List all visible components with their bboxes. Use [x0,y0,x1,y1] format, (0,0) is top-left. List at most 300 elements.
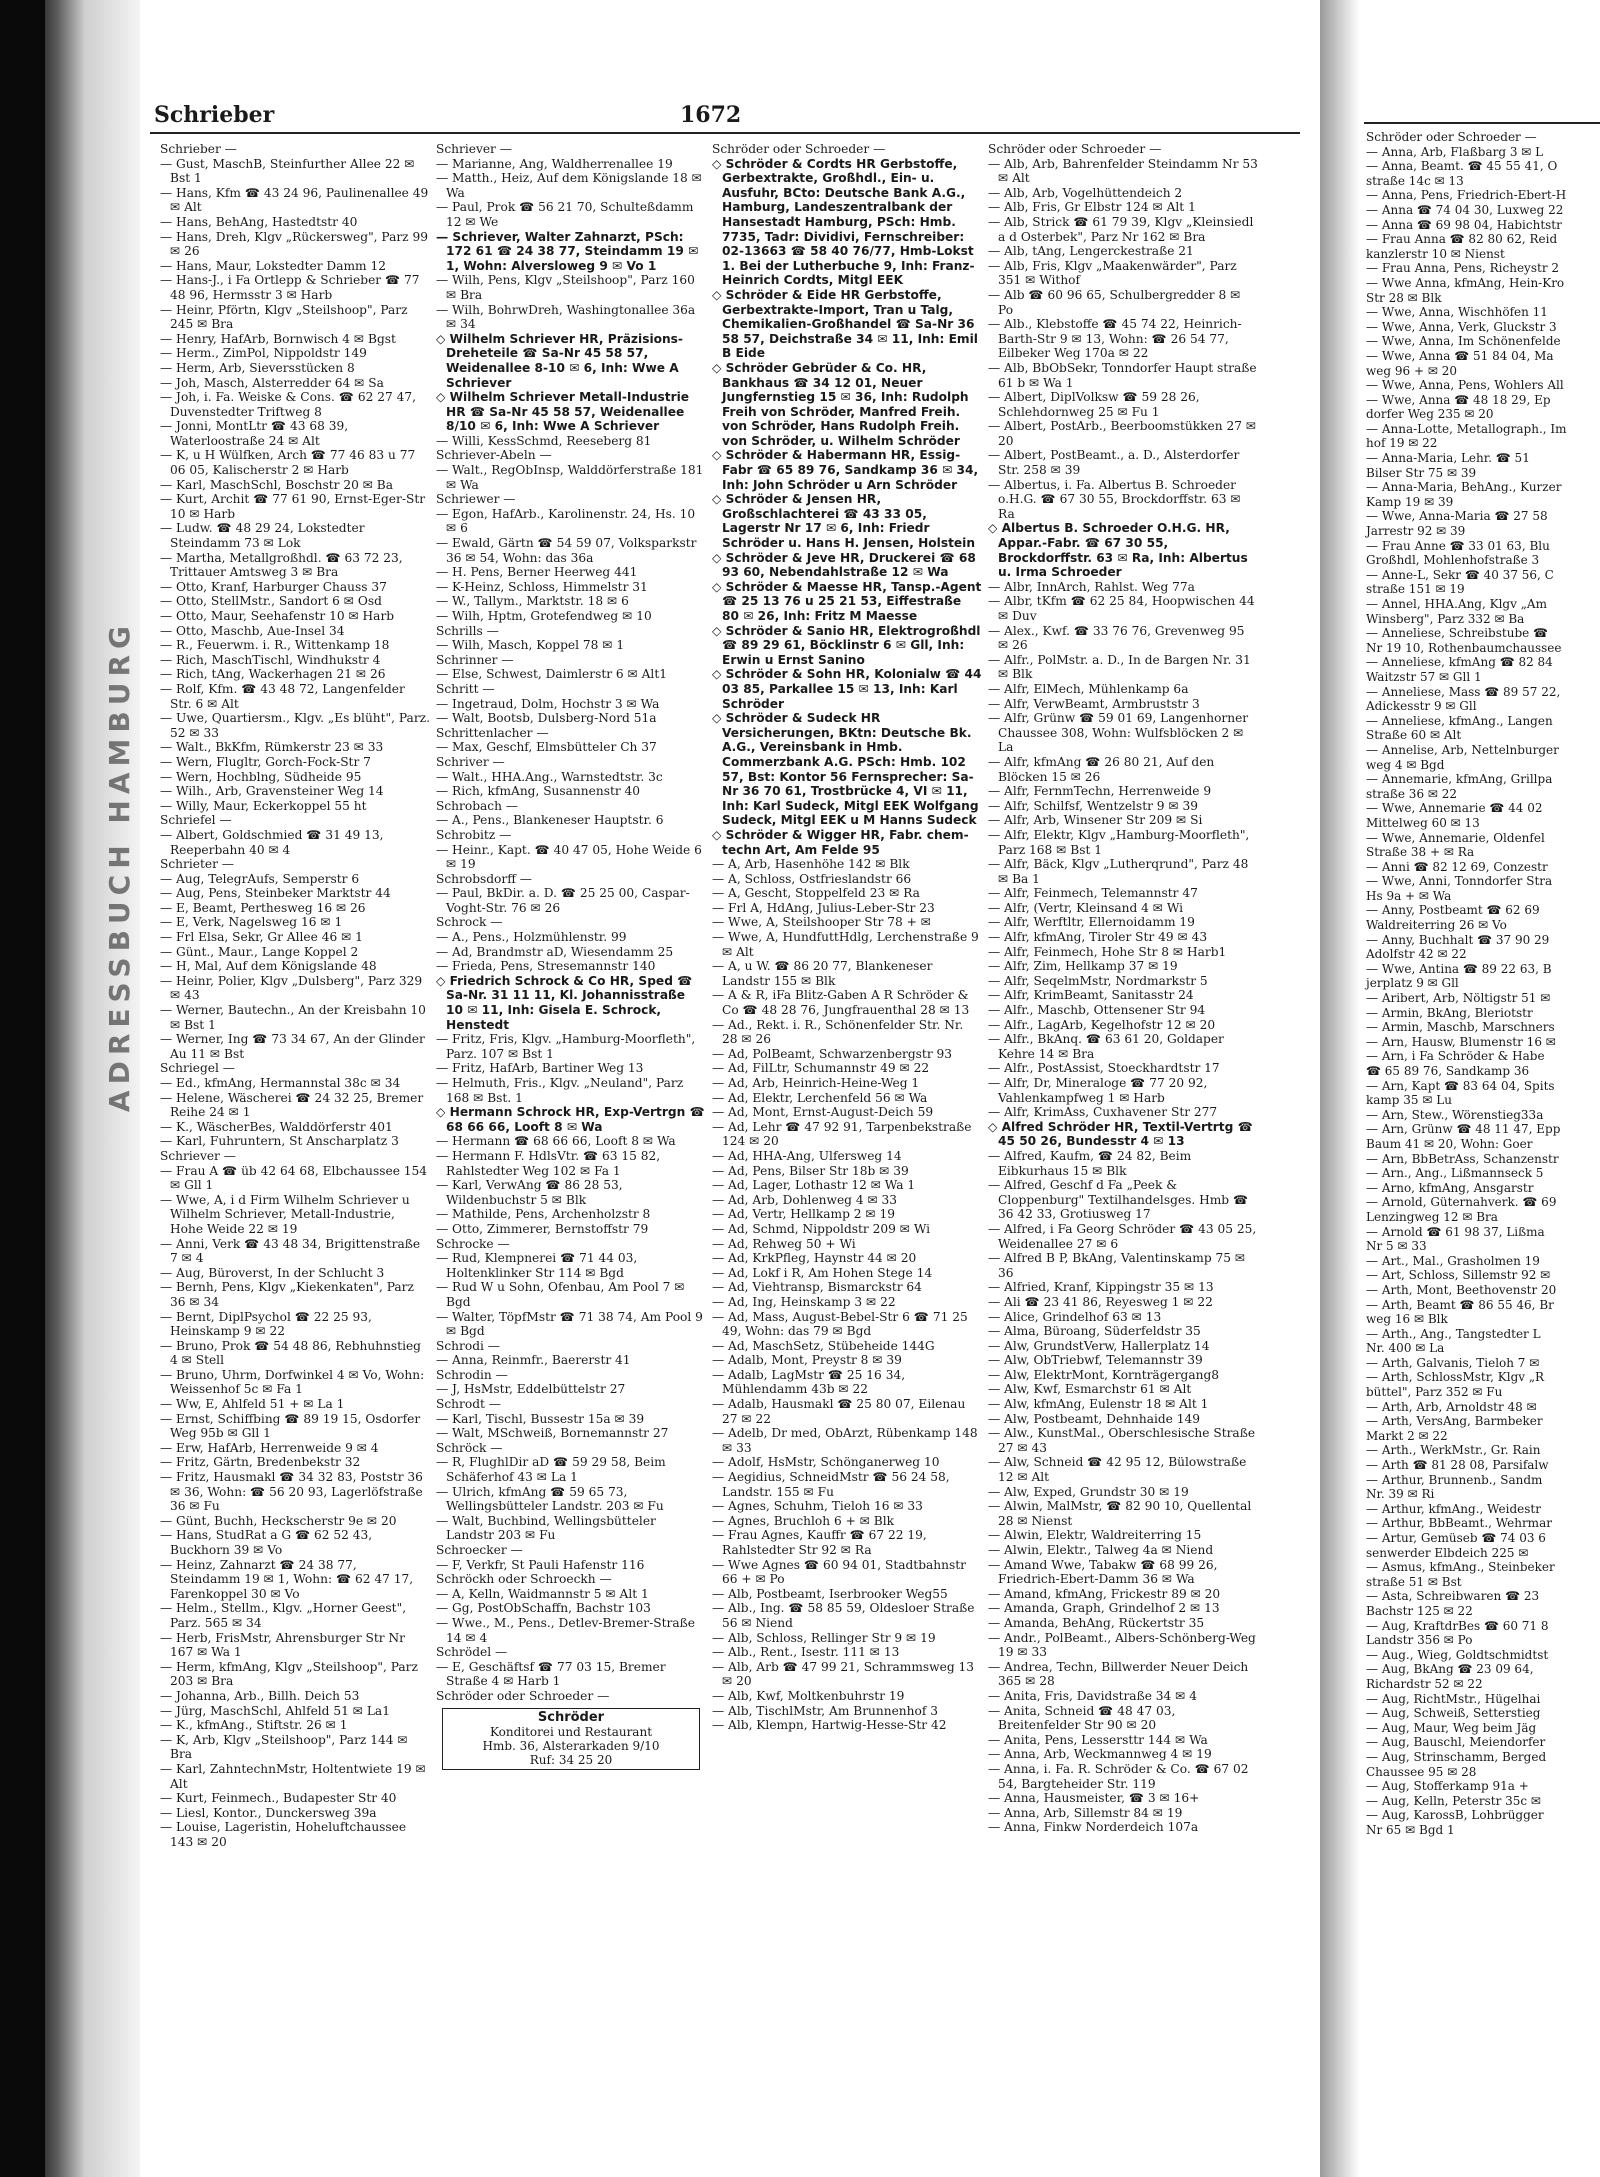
directory-entry: — Alw, ElektrMont, Kornträgergang8 [988,1367,1220,1382]
directory-entry: — E, Verk, Nagelsweg 16 ✉ 1 [160,915,343,930]
directory-entry: Schrills — [436,623,499,638]
facing-page-line: — Anna-Maria, Lehr. ☎ 51 [1366,451,1530,466]
directory-entry: — Herb, FrisMstr, Ahrensburger Str Nr 167 ✉ Wa 1 [160,1630,405,1660]
directory-entry: — Gg, PostObSchaffn, Bachstr 103 [436,1601,651,1616]
directory-entry: Schriver — [436,754,505,769]
directory-entry: — Alwin, MalMstr, ☎ 82 90 10, Quellental 28 ✉ Nienst [988,1499,1252,1528]
directory-entry: — E, Beamt, Perthesweg 16 ✉ 26 [160,900,366,915]
directory-entry: — Alb, Kwf, Moltkenbuhrstr 19 [712,1688,905,1703]
directory-entry: — Matth., Heiz, Auf dem Königslande 18 ✉ Wa [436,171,702,200]
directory-entry: — Alw, Postbeamt, Dehnhaide 149 [988,1411,1201,1426]
directory-entry: — Heinr, Pförtn, Klgv „Steilshoop", Parz 245 ✉ Bra [160,302,408,332]
directory-entry: — Karl, Tischl, Bussestr 15a ✉ 39 [436,1411,645,1426]
facing-page-line: — Arth, Galvanis, Tieloh 7 ✉ [1366,1355,1540,1370]
directory-entry: Schrobsdorff — [436,871,532,886]
facing-page-line: — Arnold, Güternahverk. ☎ 69 [1366,1195,1557,1210]
facing-page-rule [1364,122,1600,124]
directory-entry: — Fritz, Hausmakl ☎ 34 32 83, Poststr 36 ✉ 36, Wohn: ☎ 56 20 93, Lagerlöfstraße 36 ✉ Fu [160,1470,423,1514]
header-rule [150,132,1300,134]
page-header [150,102,1300,136]
directory-entry: Schritt — [436,681,495,696]
directory-entry: — Henry, HafArb, Bornwisch 4 ✉ Bgst [160,331,396,346]
facing-page-line: — Wwe, Anna, Im Schönenfelde [1366,334,1561,349]
directory-entry: — Wilh, Hptm, Grotefendweg ✉ 10 [436,609,652,623]
directory-entry: — A, Gescht, Stoppelfeld 23 ✉ Ra [712,886,920,901]
facing-page-line: — Annemarie, kfmAng, Grillpa [1366,772,1553,787]
directory-entry: — Alfr, Dr, Mineraloge ☎ 77 20 92, Vahlenkampfweg 1 ✉ Harb [988,1076,1208,1105]
directory-entry: — A., Pens., Holzmühlenstr. 99 [436,930,627,945]
directory-entry: — Alw, kfmAng, Eulenstr 18 ✉ Alt 1 [988,1397,1209,1412]
directory-entry: — Ludw. ☎ 48 29 24, Lokstedter Steindamm 73 ✉ Lok [160,521,365,551]
directory-entry: — Ulrich, kfmAng ☎ 59 65 73, Wellingsbütteler Landstr. 203 ✉ Fu [436,1484,664,1514]
directory-entry: — Alfried, Kranf, Kippingstr 35 ✉ 13 [988,1280,1214,1295]
directory-entry: — Albert, Goldschmied ☎ 31 49 13, Reeperbahn 40 ✉ 4 [160,827,384,857]
directory-entry: — Amanda, Graph, Grindelhof 2 ✉ 13 [988,1601,1220,1616]
directory-entry: — Alfr, ElMech, Mühlenkamp 6a [988,681,1189,696]
directory-entry: — Adelb, Dr med, ObArzt, Rübenkamp 148 ✉ 33 [712,1426,978,1455]
facing-page-line: — Arth, Mont, Beethovenstr 20 [1366,1282,1557,1297]
directory-entry: — Hans, BehAng, Hastedtstr 40 [160,214,358,229]
facing-page-line: — Anne-L, Sekr ☎ 40 37 56, C [1366,567,1554,582]
facing-page-line: — Wwe, Anna-Maria ☎ 27 58 [1366,509,1548,524]
facing-page-line: — Arn, Grünw ☎ 48 11 47, Epp [1366,1122,1561,1137]
facing-page-line: — Aug, Maur, Weg beim Jäg [1366,1720,1537,1735]
facing-page-line: — Anna ☎ 69 98 04, Habichtstr [1366,217,1562,232]
directory-entry: Schriever — [436,142,512,156]
facing-page-line: — Frau Anna ☎ 82 80 62, Reid [1366,232,1558,247]
directory-entry: — Adolf, HsMstr, Schönganerweg 10 [712,1455,940,1470]
directory-entry: — Alwin, Elektr, Waldreiterring 15 [988,1528,1202,1543]
directory-entry: — K-Heinz, Schloss, Himmelstr 31 [436,579,648,594]
facing-page-line: Adolfstr 42 ✉ 22 [1366,947,1467,962]
directory-entry: — Ad, Lehr ☎ 47 92 91, Tarpenbekstraße 124 ✉ 20 [712,1119,972,1149]
facing-page-line: Richardstr 52 ✉ 22 [1366,1676,1483,1691]
directory-entry: — Jonni, MontLtr ☎ 43 68 39, Waterloostraße 24 ✉ Alt [160,419,349,448]
directory-entry: — Hans, StudRat a G ☎ 62 52 43, Buckhorn 39 ✉ Vo [160,1528,373,1557]
directory-entry: Schröckh oder Schroeckh — [436,1572,612,1587]
ad-line-1: Konditorei und Restaurant [489,1724,653,1739]
directory-entry: — Werner, Ing ☎ 73 34 67, An der Glinder Au 11 ✉ Bst [160,1032,425,1061]
facing-page-line: Bilser Str 75 ✉ 39 [1366,465,1477,480]
facing-page-line: — Aug, Bauschl, Meiendorfer [1366,1735,1546,1750]
facing-page-line: Waitzstr 57 ✉ Gll 1 [1366,669,1482,684]
directory-entry: — Aug, TelegrAufs, Semperstr 6 [160,871,360,886]
listing-column-4 [988,142,1258,1835]
directory-entry: ◇ Schröder & Eide HR Gerbstoffe, Gerbextrakte-Import, Tran u Talg, Chemikalien-Großhandel ☎ Sa-Nr 36 58 57, Deichstraße 34 ✉ 11, Inh: Emil B Eide [712,287,978,361]
directory-entry: — Alfred B P, BkAng, Valentinskamp 75 ✉ 36 [988,1251,1246,1280]
facing-page-line: straße 36 ✉ 22 [1366,786,1458,801]
directory-entry: ◇ Hermann Schrock HR, Exp-Vertrgn ☎ 68 66 66, Looft 8 ✉ Wa [436,1105,705,1134]
running-head-name: Schrieber [154,102,275,128]
facing-page-gutter [1320,0,1360,2177]
directory-entry: Schrödel — [436,1645,508,1660]
directory-entry: — Alfr, Elektr, Klgv „Hamburg-Moorfleth", Parz 168 ✉ Bst 1 [988,827,1250,857]
directory-entry: — Alw, Kwf, Esmarchstr 61 ✉ Alt [988,1382,1192,1397]
directory-entry: — H, Mal, Auf dem Königslande 48 [160,959,377,974]
directory-entry: — Anna, Arb, Sillemstr 84 ✉ 19 [988,1805,1183,1820]
directory-entry: — Wilh, Masch, Koppel 78 ✉ 1 [436,638,625,653]
directory-entry: — Alb., Klebstoffe ☎ 45 74 22, Heinrich-Barth-Str 9 ✉ 13, Wohn: ☎ 26 54 77, Eilbeker Weg 170a ✉ 22 [988,317,1242,361]
directory-entry: — Paul, BkDir. a. D. ☎ 25 25 00, Caspar-Voght-Str. 76 ✉ 26 [436,886,690,915]
facing-page-line: — Arn, Kapt ☎ 83 64 04, Spits [1366,1078,1555,1093]
directory-entry: — Alfred, Geschf d Fa „Peek & Cloppenburg" Textilhandelsges. Hmb ☎ 36 42 33, Grotiusweg 17 [988,1178,1249,1222]
directory-entry: Schrodin — [436,1367,508,1382]
directory-entry: — Alfr, kfmAng, Tiroler Str 49 ✉ 43 [988,930,1208,945]
directory-entry: — Anna, Reinmfr., Baererstr 41 [436,1353,631,1368]
directory-entry: — Ad, Lokf i R, Am Hohen Stege 14 [712,1265,933,1280]
facing-page-line: Straße 60 ✉ Alt [1366,728,1462,743]
directory-entry: — Walter, TöpfMstr ☎ 71 38 74, Am Pool 9 ✉ Bgd [436,1309,703,1339]
directory-entry: — Frl A, HdAng, Julius-Leber-Str 23 [712,900,935,915]
directory-entry: — Albertus, i. Fa. Albertus B. Schroeder o.H.G. ☎ 67 30 55, Brockdorffstr. 63 ✉ Ra [988,477,1241,521]
directory-entry: — Alfr, Arb, Winsener Str 209 ✉ Si [988,813,1203,828]
directory-entry: — Albert, DiplVolksw ☎ 59 28 26, Schlehdornweg 25 ✉ Fu 1 [988,390,1200,419]
directory-entry: Schrodt — [436,1397,501,1412]
directory-entry: — K., kfmAng., Stiftstr. 26 ✉ 1 [160,1718,348,1733]
directory-entry: Schröder oder Schroeder — [436,1688,610,1703]
directory-entry: ◇ Albertus B. Schroeder O.H.G. HR, Appar.-Fabr. ☎ 67 30 55, Brockdorffstr. 63 ✉ Ra, Inh: Albertus u. Irma Schroeder [988,521,1248,580]
directory-entry: — Adalb, Mont, Preystr 8 ✉ 39 [712,1353,902,1368]
directory-entry: — Gust, MaschB, Steinfurther Allee 22 ✉ Bst 1 [160,156,415,186]
directory-entry: — Walt., BkKfm, Rümkerstr 23 ✉ 33 [160,740,384,755]
directory-entry: — Uwe, Quartiersm., Klgv. „Es blüht", Parz. 52 ✉ 33 [160,711,430,740]
listing-column-1 [160,142,430,1849]
directory-entry: — Egon, HafArb., Karolinenstr. 24, Hs. 10 ✉ 6 [436,506,696,536]
directory-entry: — Willy, Maur, Eckerkoppel 55 ht [160,798,367,813]
directory-entry: — Heinz, Zahnarzt ☎ 24 38 77, Steindamm 19 ✉ 1, Wohn: ☎ 62 47 17, Farenkoppel 30 ✉ Vo [160,1557,414,1601]
facing-page-line: — Wwe, Anna, Verk, Gluckstr 3 [1366,319,1557,334]
directory-entry: — Ad., Rekt. i. R., Schönenfelder Str. Nr. 28 ✉ 26 [712,1017,964,1047]
facing-page-line: — Aug, Kelln, Peterstr 35c ✉ [1366,1793,1541,1808]
directory-entry: — Alw, ObTriebwf, Telemannstr 39 [988,1353,1203,1368]
directory-entry: — Helene, Wäscherei ☎ 24 32 25, Bremer Reihe 24 ✉ 1 [160,1090,424,1120]
directory-entry: — Mathilde, Pens, Archenholzstr 8 [436,1207,651,1222]
directory-entry: — Alb, Fris, Gr Elbstr 124 ✉ Alt 1 [988,200,1196,215]
facing-page-line: — Aug, KarossB, Lohbrügger [1366,1808,1544,1823]
facing-page-line: — Arth ☎ 81 28 08, Parsifalw [1366,1458,1549,1473]
directory-entry: — Ad, Schmd, Nippoldstr 209 ✉ Wi [712,1221,931,1236]
facing-page-line: — Aug, RichtMstr., Hügelhai [1366,1691,1541,1706]
directory-entry: — H. Pens, Berner Heerweg 441 [436,565,638,580]
directory-entry: — F, Verkfr, St Pauli Hafenstr 116 [436,1557,645,1572]
facing-page-line: Chaussee 95 ✉ 28 [1366,1764,1477,1779]
facing-page-line: Großhdl, Mohlenhofstraße 3 [1366,553,1540,568]
facing-page-line: straße 151 ✉ 19 [1366,582,1465,597]
facing-page-line: — Anna, Arb, Flaßbarg 3 ✉ L [1366,144,1544,159]
directory-entry: — Amand Wwe, Tabakw ☎ 68 99 26, Friedrich-Ebert-Damm 36 ✉ Wa [988,1557,1218,1587]
directory-entry: — Ad, Arb, Dohlenweg 4 ✉ 33 [712,1192,898,1207]
directory-entry: — Ali ☎ 23 41 86, Reyesweg 1 ✉ 22 [988,1294,1213,1309]
listing-column-2-entries [436,142,706,1704]
directory-entry: — Amanda, BehAng, Rückertstr 35 [988,1615,1205,1630]
facing-page-line: — Arth, Arb, Arnoldstr 48 ✉ [1366,1399,1537,1414]
directory-entry: — Alfr, Zim, Hellkamp 37 ✉ 19 [988,959,1178,974]
listing-column-3 [712,142,982,1733]
directory-entry: — Wwe Agnes ☎ 60 94 01, Stadtbahnstr 66 + ✉ Po [712,1557,966,1587]
facing-page-line: Hs 9a + ✉ Wa [1366,888,1452,903]
facing-page-line: — Aribert, Arb, Nöltigstr 51 ✉ [1366,991,1551,1006]
facing-page-line: — Artur, Gemüseb ☎ 74 03 6 [1366,1531,1546,1545]
facing-page-line: — Aug, Schweiß, Setterstieg [1366,1706,1541,1721]
directory-entry: — Wern, Hochblng, Südheide 95 [160,769,362,784]
directory-entry: — Herm, Arb, Sieversstücken 8 [160,360,355,375]
spine-text: ADRESSBUCH HAMBURG [103,620,136,1113]
directory-entry: ◇ Friedrich Schrock & Co HR, Sped ☎ Sa-Nr. 31 11 11, Kl. Johannisstraße 10 ✉ 11, Inh: Gisela E. Schrock, Henstedt [436,973,693,1032]
directory-entry: — Frieda, Pens, Stresemannstr 140 [436,959,656,974]
facing-page-line: — Aug, BkAng ☎ 23 09 64, [1366,1662,1534,1677]
facing-page-line: — Aug, Stofferkamp 91a + [1366,1779,1529,1794]
facing-page-line: Nr 65 ✉ Bgd 1 [1366,1822,1455,1837]
directory-entry: — Martha, Metallgroßhdl. ☎ 63 72 23, Trittauer Amtsweg 3 ✉ Bra [160,550,403,580]
page-number: 1672 [680,102,742,128]
directory-entry: — Alw, GrundstVerw, Hallerplatz 14 [988,1338,1210,1353]
directory-entry: — Alb, BbObSekr, Tonndorfer Haupt straße 61 b ✉ Wa 1 [988,360,1257,390]
facing-page-line: — Wwe, Anni, Tonndorfer Stra [1366,874,1553,889]
facing-page-line: — Anna ☎ 74 04 30, Luxweg 22 [1366,202,1564,217]
facing-page-line: weg 16 ✉ Blk [1366,1312,1448,1327]
directory-entry: — Alfred, Kaufm, ☎ 24 82, Beim Eibkurhaus 15 ✉ Blk [988,1148,1192,1178]
facing-page-line: — Wwe, Annemarie ☎ 44 02 [1366,801,1543,816]
directory-entry: — Amand, kfmAng, Frickestr 89 ✉ 20 [988,1586,1221,1601]
facing-page-line: — Arth, SchlossMstr, Klgv „R [1366,1370,1545,1385]
directory-entry: — Wwe, A, Steilshooper Str 78 + ✉ [712,915,931,930]
directory-entry: Schrock — [436,915,503,930]
directory-entry: ◇ Wilhelm Schriever Metall-Industrie HR ☎ Sa-Nr 45 58 57, Weidenallee 8/10 ✉ 6, Inh: Wwe A Schriever [436,390,690,434]
directory-entry: — Else, Schwest, Daimlerstr 6 ✉ Alt1 [436,667,667,682]
directory-entry: — Karl, MaschSchl, Boschstr 20 ✉ Ba [160,477,394,492]
facing-page-line: büttel", Parz 352 ✉ Fu [1366,1385,1503,1400]
directory-entry: — Alb, Postbeamt, Iserbrooker Weg55 [712,1586,948,1601]
directory-entry: — Helm., Stellm., Klgv. „Horner Geest", Parz. 565 ✉ 34 [160,1601,407,1630]
directory-entry: — Andrea, Techn, Billwerder Neuer Deich 365 ✉ 28 [988,1659,1249,1689]
directory-entry: Schroecker — [436,1543,523,1557]
facing-page-line: Winsberg", Parz 332 ✉ Ba [1366,611,1525,626]
directory-entry: — Ad, Mass, August-Bebel-Str 6 ☎ 71 25 49, Wohn: das 79 ✉ Bgd [712,1309,968,1339]
facing-page-line: Landstr 356 ✉ Po [1366,1633,1473,1648]
directory-entry: — Alw, Schneid ☎ 42 95 12, Bülowstraße 12 ✉ Alt [988,1455,1247,1485]
facing-page-line: — Anneliese, Schreibstube ☎ [1366,626,1548,641]
directory-entry: — Anna, Arb, Weckmannweg 4 ✉ 19 [988,1747,1212,1762]
directory-entry: — K., WäscherBes, Walddörferstr 401 [160,1119,393,1134]
directory-entry: — Alb, Schloss, Rellinger Str 9 ✉ 19 [712,1630,936,1645]
directory-entry: — Ad, Viehtransp, Bismarckstr 64 [712,1280,922,1295]
facing-page-line: — Anneliese, Mass ☎ 89 57 22, [1366,684,1561,699]
facing-page-line: Mittelweg 60 ✉ 13 [1366,815,1480,830]
directory-entry: Schröck — [436,1440,503,1455]
facing-page-line: Nr. 39 ✉ Ri [1366,1487,1435,1502]
directory-entry: — R., Feuerwm. i. R., Wittenkamp 18 [160,638,390,653]
directory-entry: — Andr., PolBeamt., Albers-Schönberg-Weg 19 ✉ 33 [988,1630,1256,1660]
directory-entry: — Alex., Kwf. ☎ 33 76 76, Grevenweg 95 ✉ 26 [988,623,1245,653]
directory-entry: — Anita, Schneid ☎ 48 47 03, Breitenfelder Str 90 ✉ 20 [988,1703,1176,1733]
directory-entry: — Otto, StellMstr., Sandort 6 ✉ Osd [160,594,382,609]
facing-page-line: — Arn, i Fa Schröder & Habe [1366,1049,1545,1064]
directory-entry: — Wilh, Pens, Klgv „Steilshoop", Parz 160 ✉ Bra [436,273,695,302]
directory-entry: ◇ Schröder & Sanio HR, Elektrogroßhdl ☎ 89 29 61, Böcklinstr 6 ✉ Gll, Inh: Erwin u Ernst Sanino [712,623,981,667]
directory-entry: — Karl, ZahntechnMstr, Holtentwiete 19 ✉ Alt [160,1761,426,1791]
facing-page-line: — Wwe Anna, kfmAng, Hein-Kro [1366,275,1565,290]
facing-page-line: Nr 5 ✉ 33 [1366,1239,1427,1254]
facing-page-line: hof 19 ✉ 22 [1366,436,1438,451]
directory-entry: — Ww, E, Ahlfeld 51 + ✉ La 1 [160,1397,345,1412]
directory-entry: — Albert, PostArb., Beerboomstükken 27 ✉ 20 [988,419,1257,448]
facing-page-line: — Aug, Strinschamm, Berged [1366,1749,1547,1764]
directory-entry: ◇ Schröder & Maesse HR, Tansp.-Agent ☎ 25 13 76 u 25 21 53, Eiffestraße 80 ✉ 26, Inh: Fritz M Maesse [712,579,982,623]
directory-entry: — Albert, PostBeamt., a. D., Alsterdorfer Str. 258 ✉ 39 [988,448,1240,478]
facing-page-line: ☎ 65 89 76, Sandkamp 36 [1366,1064,1530,1078]
directory-entry: — Walt, MSchweiß, Bornemannstr 27 [436,1426,669,1441]
directory-entry: — Joh, i. Fa. Weiske & Cons. ☎ 62 27 47, Duvenstedter Triftweg 8 [160,390,416,419]
directory-entry: — Helmuth, Fris., Klgv. „Neuland", Parz 168 ✉ Bst. 1 [436,1076,684,1105]
directory-entry: ◇ Wilhelm Schriever HR, Präzisions-Dreheteile ☎ Sa-Nr 45 58 57, Weidenallee 8-10 ✉ 6, Inh: Wwe A Schriever [436,331,683,390]
directory-entry: Schriever — [160,1148,236,1163]
directory-entry: — Max, Geschf, Elmsbütteler Ch 37 [436,740,657,755]
directory-entry: — Kurt, Archit ☎ 77 61 90, Ernst-Eger-Str 10 ✉ Harb [160,492,426,521]
facing-page-line: — Arn., Ang., Lißmannseck 5 [1366,1166,1544,1181]
directory-entry: — Alfr, KrimBeamt, Sanitasstr 24 [988,988,1194,1003]
facing-page-line: — Asta, Schreibwaren ☎ 23 [1366,1589,1540,1604]
directory-entry: — Hermann F. HdlsVtr. ☎ 63 15 82, Rahlstedter Weg 102 ✉ Fa 1 [436,1148,661,1178]
directory-entry: — Alb ☎ 60 96 65, Schulbergredder 8 ✉ Po [988,287,1241,317]
directory-entry: — Alwin, Elektr., Talweg 4a ✉ Niend [988,1543,1214,1557]
directory-entry: — Alfr, SeqelmMstr, Nordmarkstr 5 [988,973,1208,988]
facing-page-line: — Anny, Buchhalt ☎ 37 90 29 [1366,932,1550,947]
facing-page-line: — Anneliese, kfmAng., Langen [1366,713,1553,728]
facing-page-line: dorfer Weg 235 ✉ 20 [1366,407,1494,422]
directory-entry: — Werner, Bautechn., An der Kreisbahn 10 ✉ Bst 1 [160,1003,426,1032]
directory-entry: — Alb, Fris, Klgv „Maakenwärder", Parz 351 ✉ Withof [988,258,1237,288]
facing-page-line: Straße 38 + ✉ Ra [1366,845,1475,860]
directory-entry: — Alfr., LagArb, Kegelhofstr 12 ✉ 20 [988,1017,1216,1032]
directory-entry: — Alb, Arb, Vogelhüttendeich 2 [988,185,1183,200]
directory-entry: — Ewald, Gärtn ☎ 54 59 07, Volksparkstr 36 ✉ 54, Wohn: das 36a [436,536,697,565]
directory-entry: ◇ Schröder & Sudeck HR Versicherungen, BKtn: Deutsche Bk. A.G., Vereinsbank in Hmb. Commerzbank A.G. PSch: Hmb. 102 57, Bst: Kontor 56 Fernsprecher: Sa-Nr 36 70 61, Trostbrücke 4, VI ✉ 11, Inh: Karl Sudeck, Mitgl EEK Wolfgang Sudeck, Mitgl EEK u M Hanns Sudeck [712,711,979,828]
directory-entry: — Günt, Buchh, Heckscherstr 9e ✉ 20 [160,1513,397,1528]
directory-entry: — Bruno, Uhrm, Dorfwinkel 4 ✉ Vo, Wohn: Weissenhof 5c ✉ Fa 1 [160,1367,425,1397]
facing-page-line: Str 28 ✉ Blk [1366,290,1442,305]
directory-entry: — Johanna, Arb., Billh. Deich 53 [160,1688,360,1703]
directory-entry: ◇ Schröder & Habermann HR, Essig-Fabr ☎ 65 89 76, Sandkamp 36 ✉ 34, Inh: John Schröder u Arn Schröder [712,448,979,492]
directory-entry: — Heinr, Polier, Klgv „Dulsberg", Parz 329 ✉ 43 [160,973,423,1003]
directory-entry: — Ad, MaschSetz, Stübeheide 144G [712,1338,935,1353]
directory-entry: — Günt., Maur., Lange Koppel 2 [160,944,359,959]
facing-page-line: — Arth, VersAng, Barmbeker [1366,1414,1543,1429]
facing-page-line: — Arn, Hausw, Blumenstr 16 ✉ [1366,1034,1556,1049]
directory-entry: — Ad, Arb, Heinrich-Heine-Weg 1 [712,1076,920,1090]
directory-entry: Schrobitz — [436,827,512,842]
directory-entry: Schrieber — [160,142,237,156]
directory-entry: — Alice, Grindelhof 63 ✉ 13 [988,1309,1162,1324]
directory-entry: — Fritz, Fris, Klgv. „Hamburg-Moorfleth", Parz. 107 ✉ Bst 1 [436,1032,696,1061]
directory-entry: — Ad, Elektr, Lerchenfeld 56 ✉ Wa [712,1090,928,1105]
directory-entry: — Louise, Lageristin, Hoheluftchaussee 143 ✉ 20 [160,1820,407,1849]
directory-entry: ◇ Schröder Gebrüder & Co. HR, Bankhaus ☎ 34 12 01, Neuer Jungfernstieg 15 ✉ 36, Inh: Rudolph Freih von Schröder, Manfred Freih. von Schröder, Hans Rudolph Freih. von Schröder, u. Wilhelm Schröder [712,360,969,448]
directory-entry: Schriever-Abeln — [436,448,552,463]
directory-entry: — Alfr., PostAssist, Stoeckhardtstr 17 [988,1061,1220,1076]
directory-entry: — Anita, Pens, Lessersttr 144 ✉ Wa [988,1732,1208,1747]
facing-page-line: — Anna-Lotte, Metallograph., Im [1366,421,1567,436]
directory-entry: — Aug, Pens, Steinbeker Marktstr 44 [160,886,391,901]
directory-entry: — Hermann ☎ 68 66 66, Looft 8 ✉ Wa [436,1134,676,1149]
directory-entry: — E, Geschäftsf ☎ 77 03 15, Bremer Straße 4 ✉ Harb 1 [436,1659,666,1689]
directory-entry: — Ed., kfmAng, Hermannstal 38c ✉ 34 [160,1076,401,1090]
directory-entry: — K, Arb, Klgv „Steilshoop", Parz 144 ✉ Bra [160,1732,408,1762]
facing-page-line: Lenzingweg 12 ✉ Bra [1366,1209,1498,1224]
facing-page-line: kamp 35 ✉ Lu [1366,1093,1452,1108]
facing-page-line: — Arth., WerkMstr., Gr. Rain [1366,1443,1541,1458]
facing-page-fragment [1320,0,1600,2177]
directory-entry: — Wilh., Arb, Gravensteiner Weg 14 [160,784,384,799]
facing-page-line: — Frau Anne ☎ 33 01 63, Blu [1366,538,1550,553]
directory-entry: — Alfr., BkAnq. ☎ 63 61 20, Goldaper Kehre 14 ✉ Bra [988,1032,1224,1061]
directory-entry: — Fritz, Gärtn, Bredenbekstr 32 [160,1455,361,1470]
facing-page-line: — Annel, HHA.Ang, Klgv „Am [1366,597,1547,611]
directory-entry: — Alfr, FernmTechn, Herrenweide 9 [988,784,1212,799]
scan-dark-border [0,0,45,2177]
directory-entry: — Fritz, HafArb, Bartiner Weg 13 [436,1061,644,1076]
directory-entry: — Schriever, Walter Zahnarzt, PSch: 172 61 ☎ 24 38 77, Steindamm 19 ✉ 1, Wohn: Alversloweg 9 ✉ Vo 1 [436,229,699,273]
directory-entry: — W., Tallym., Marktstr. 18 ✉ 6 [436,594,629,609]
listing-column-2 [436,142,706,1770]
directory-entry: — Wwe, A, i d Firm Wilhelm Schriever u Wilhelm Schriever, Metall-Industrie, Hohe Weide 22 ✉ 19 [160,1192,410,1236]
directory-entry: — A, u W. ☎ 86 20 77, Blankeneser Landstr 155 ✉ Blk [712,959,933,988]
directory-entry: — Kurt, Feinmech., Budapester Str 40 [160,1791,397,1806]
facing-page-line: — Anna-Maria, BehAng., Kurzer [1366,480,1562,495]
directory-entry: — A & R, iFa Blitz-Gaben A R Schröder & Co ☎ 48 28 76, Jungfrauenthal 28 ✉ 13 [712,988,970,1018]
facing-page-line: — Frau Anna, Pens, Richeystr 2 [1366,261,1560,276]
facing-page-line: Adickesstr 9 ✉ Gll [1366,699,1477,714]
directory-entry: — Albr, InnArch, Rahlst. Weg 77a [988,579,1195,594]
directory-entry: — Adalb, Hausmakl ☎ 25 80 07, Eilenau 27 ✉ 22 [712,1397,966,1426]
directory-entry: — J, HsMstr, Eddelbüttelstr 27 [436,1382,626,1397]
facing-page-line: — Art, Schloss, Sillemstr 92 ✉ [1366,1268,1551,1283]
directory-entry: — Alb., Ing. ☎ 58 85 59, Oldesloer Straße 56 ✉ Niend [712,1601,975,1630]
directory-entry: — Herm, kfmAng, Klgv „Steilshoop", Parz 203 ✉ Bra [160,1659,418,1689]
book-gutter-edge [45,0,140,2177]
directory-entry: — Ad, KrkPfleg, Haynstr 44 ✉ 20 [712,1251,917,1266]
facing-page-line: — Anna, Pens, Friedrich-Ebert-H [1366,188,1567,203]
directory-entry: — Frau A ☎ üb 42 64 68, Elbchaussee 154 ✉ Gll 1 [160,1163,428,1193]
facing-page-line: — Arth., Ang., Tangstedter L [1366,1326,1541,1341]
directory-entry: — Alfr, kfmAng ☎ 26 80 21, Auf den Blöcken 15 ✉ 26 [988,754,1215,784]
directory-entry: — Alfr, Schilfsf, Wentzelstr 9 ✉ 39 [988,798,1199,813]
directory-entry: ◇ Schröder & Jeve HR, Druckerei ☎ 68 93 60, Nebendahlstraße 12 ✉ Wa [712,550,976,580]
directory-entry: — Ad, FilLtr, Schumannstr 49 ✉ 22 [712,1061,930,1076]
directory-entry: — Ad, HHA-Ang, Ulfersweg 14 [712,1148,902,1163]
directory-entry: Schriegel — [160,1061,235,1076]
directory-entry: — R, FlughlDir aD ☎ 59 29 58, Beim Schäferhof 43 ✉ La 1 [436,1455,666,1485]
facing-page-line: — Arthur, kfmAng., Weidestr [1366,1501,1541,1516]
directory-entry: — Ad, Brandmstr aD, Wiesendamm 25 [436,944,674,959]
directory-entry: — Ernst, Schiffbing ☎ 89 19 15, Osdorfer Weg 95b ✉ Gll 1 [160,1411,421,1441]
directory-entry: — Frau Agnes, Kauffr ☎ 67 22 19, Rahlstedter Str 92 ✉ Ra [712,1528,927,1557]
facing-page-column [1366,130,1600,1837]
directory-entry: Schrinner — [436,652,514,667]
directory-entry: — Anna, i. Fa. R. Schröder & Co. ☎ 67 02 54, Bargteheider Str. 119 [988,1761,1249,1791]
directory-entry: — Otto, Kranf, Harburger Chauss 37 [160,579,387,594]
directory-entry: — Liesl, Kontor., Dunckersweg 39a [160,1805,377,1820]
directory-entry: — Alfr, Feinmech, Hohe Str 8 ✉ Harb1 [988,944,1227,959]
directory-entry: — Ad, Ing, Heinskamp 3 ✉ 22 [712,1294,896,1309]
directory-entry: — Rich, MaschTischl, Windhukstr 4 [160,652,381,667]
directory-entry: — Agnes, Schuhm, Tieloh 16 ✉ 33 [712,1499,923,1514]
directory-entry: Schröder oder Schroeder — [988,142,1162,156]
directory-entry: — Herm., ZimPol, Nippoldstr 149 [160,346,367,361]
facing-page-line: — Arthur, BbBeamt., Wehrmar [1366,1516,1552,1531]
facing-page-line: kanzlerstr 10 ✉ Nienst [1366,246,1505,261]
facing-page-line: weg 96 + ✉ 20 [1366,363,1457,378]
facing-page-line: — Arthur, Brunnenb., Sandm [1366,1472,1543,1487]
